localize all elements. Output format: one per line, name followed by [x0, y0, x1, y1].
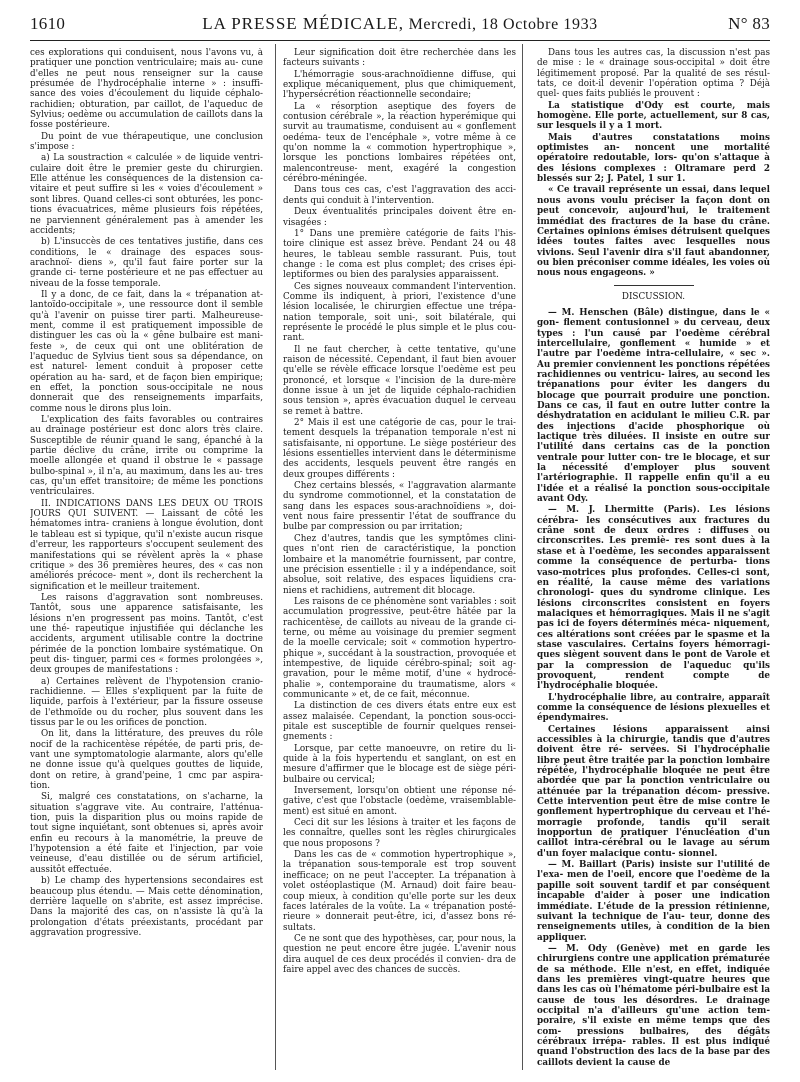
- paragraph: Deux éventualités principales doivent être en- visagées :: [283, 207, 516, 228]
- paragraph: Leur signification doit être recherchée dans les facteurs suivants :: [283, 48, 516, 69]
- page-header: [30, 12, 770, 36]
- paragraph: Les raisons d'aggravation sont nombreuses. Tantôt, sous une apparence satisfaisante, les lésions n'en progressent pas moins. Tantôt, c'est une thé- rapeutique injustifiée qui déclanche les accidents, argument utilisable contre la doctrine périmée de la ponction lombaire systématique. On peut dis- tinguer, parmi ces « formes prolongées », deux groupes de manifestations :: [30, 592, 263, 676]
- paragraph: L'hydrocéphalie libre, au contraire, apparaît comme la conséquence de lésions plexuelles et épendymaires.: [537, 692, 770, 724]
- paragraph: L'explication des faits favorables ou contraires au drainage postérieur est donc alors très claire. Susceptible de réunir quand le sang, épanché à la partie déclive du crâne, irrite ou comprime la moelle allongée et quand il obstrue le « passage bulbo-spinal », il n'a, au maximum, dans les au- tres cas, qu'un effet transitoire; de même les ponctions ventriculaires.: [30, 415, 263, 498]
- paragraph: La statistique d'Ody est courte, mais homogène. Elle porte, actuellement, sur 8 cas, sur lesquels il y a 1 mort.: [537, 100, 770, 132]
- paragraph: ces explorations qui conduisent, nous l'avons vu, à pratiquer une ponction ventriculaire; mais au- cune d'elles ne peut nous renseigner sur la cause présumée de l'hydrocéphalie interne » : insuffi- sance des voies d'écoulement du liquide céphalo- rachidien; obturation, par caillot, de l'aqueduc de Sylvius; oedème ou accumulation de caillots dans la fosse postérieure.: [30, 48, 263, 131]
- column-divider-1: [275, 44, 276, 1070]
- paragraph: Dans tous les autres cas, la discussion n'est pas de mise : le « drainage sous-occipital » doit être légitimement proposé. Par la qualité de ses résul- tats, ce doit-il devenir l'opération optima ? Déjà quel- ques faits publiés le prouvent :: [537, 48, 770, 100]
- paragraph: Ces signes nouveaux commandent l'intervention. Comme ils indiquent, à priori, l'existence d'une lésion localisée, le chirurgien effectue une trépa- nation temporale, soit uni-, soit bilatérale, qui représente le procédé le plus simple et le plus cou- rant.: [283, 281, 516, 344]
- paragraph: b) Le champ des hypertensions secondaires est beaucoup plus étendu. — Mais cette dénomination, derrière laquelle on s'abrite, est assez imprécise. Dans la majorité des cas, on n'assiste là qu'à la prolongation d'états préexistants, procédant par aggravation progressive.: [30, 876, 263, 938]
- paragraph: b) L'insuccès de ces tentatives justifie, dans ces conditions, le « drainage des espaces sous-arachnoï- diens », qu'il faut faire porter sur la grande ci- terne postérieure et ne pas effectuer au niveau de la fosse temporale.: [30, 237, 263, 289]
- paragraph: Il ne faut chercher, à cette tentative, qu'une raison de nécessité. Cependant, il faut bien avouer qu'elle se révèle efficace lorsque l'oedème est peu prononcé, et lorsque « l'incision de la dure-mère donne issue à un jet de liquide céphalo-rachidien sous tension », après évacuation duquel le cerveau se remet à battre.: [283, 344, 516, 417]
- paragraph: a) La soustraction « calculée » de liquide ventri- culaire doit être le premier geste du chirurgien. Elle atténue les conséquences de la distension ca- vitaire et peut suffire si les « voies d'écoulement » sont libres. Quand celles-ci sont obturées, les ponc- tions évacuatrices, même plusieurs fois répétées, ne parviennent généralement pas à amender les accidents;: [30, 153, 263, 236]
- column-divider-2: [522, 44, 523, 1070]
- paragraph: 2° Mais il est une catégorie de cas, pour le trai- tement desquels la trépanation temporale n'est ni satisfaisante, ni opportune. Le siège postérieur des lésions essentielles intervient dans le déterminisme des accidents, lesquels peuvent être rangés en deux groupes différents :: [283, 418, 516, 480]
- paragraph: Inversement, lorsqu'on obtient une réponse né- gative, c'est que l'obstacle (oedème, vraisemblable- ment) est situé en amont.: [283, 786, 516, 817]
- paragraph: Du point de vue thérapeutique, une conclusion s'impose :: [30, 131, 263, 153]
- paragraph: Dans les cas de « commotion hypertrophique », la trépanation sous-temporale est trop souvent inefficace; on ne peut l'accepter. La trépanation à volet ostéoplastique (M. Arnaud) doit faire beau- coup mieux, à condition qu'elle porte sur les deux faces latérales de la voûte. La « trépanation posté- rieure » donnerait peut-être, ici, d'assez bons ré- sultats.: [283, 850, 516, 933]
- paragraph: — M. J. Lhermitte (Paris). Les lésions cérébra- les consécutives aux fractures du crâne sont de deux ordres : diffuses ou circonscrites. Les premiè- res sont dues à la stase et à l'oedème, les secondes apparaissent comme la conséquence de perturba- tions vaso-motrices plus profondes. Celles-ci sont, en réalité, la cause même des variations chronologi- ques du syndrome clinique. Les lésions circonscrites consistent en foyers malaciques et hémorragiques. Mais il ne s'agit pas ici de foyers déterminés méca- niquement, ces altérations sont créées par le spasme et la stase vasculaires. Certains foyers hémorragi- ques siègent souvent dans le pont de Varole et par la compression de l'aqueduc qu'ils provoquent, rendent compte de l'hydrocéphalie bloquée.: [537, 505, 770, 692]
- paragraph: — M. Henschen (Bâle) distingue, dans le « gon- flement contusionnel » du cerveau, deux types : l'un causé par l'oedème cérébral intercellulaire, gonflement « humide » et l'autre par l'oedème intra-cellulaire, « sec ». Au premier conviennent les ponctions répétées rachidiennes ou ventricu- laires, au second les trépanations pour éviter les dangers du blocage que pourrait produire une ponction. Dans ce cas, il faut en outre lutter contre la déshydratation en acidulant le milieu C.R. par des injections d'acide phosphorique où lactique très diluées. Il insiste en outre sur l'utilité dans certains cas de la ponction ventrale pour lutter con- tre le blocage, et sur la nécessité d'employer plus souvent l'artériographie. Il rappelle enfin qu'il a eu l'idée et a réalisé la ponction sous-occipitale avant Ody.: [537, 307, 770, 505]
- text-column-left: [30, 48, 263, 1076]
- paragraph: Il y a donc, de ce fait, dans la « trépanation at- lantoïdo-occipitale », une ressource dont il semble qu'à l'avenir on puisse tirer parti. Malheureuse- ment, comme il est pratiquement impossible de distinguer les cas où la « gêne bulbaire est mani- feste », de ceux qui ont une oblitération de l'aqueduc de Sylvius tient sous sa dépendance, on est naturel- lement conduit à proposer cette opération au ha- sard, et de façon bien empirique; en effet, la ponction sous-occipitale ne nous donnerait que des renseignements imparfaits, comme nous le dirons plus loin.: [30, 289, 263, 414]
- paragraph: Chez d'autres, tandis que les symptômes clini- ques n'ont rien de caractéristique, la ponction lombaire et la manométrie fournissent, par contre, une précision essentielle : il y a indépendance, soit absolue, soit relative, des espaces liquidiens cra- niens et rachidiens, autrement dit blocage.: [283, 533, 516, 596]
- paragraph: Si, malgré ces constatations, on s'acharne, la situation s'aggrave vite. Au contraire, l'atténua- tion, puis la disparition plus ou moins rapide de tout signe inquiétant, sont obtenues si, après avoir enfin eu recours à la manométrie, la preuve de l'hypotension a été faite et l'injection, par voie veineuse, d'eau distillée ou de sérum artificiel, aussitôt effectuée.: [30, 792, 263, 875]
- journal-name: LA PRESSE MÉDICALE,: [202, 14, 404, 33]
- issue-date: Mercredi, 18 Octobre 1933: [408, 16, 598, 33]
- paragraph: 1° Dans une première catégorie de faits l'his- toire clinique est assez brève. Pendant 24 ou 48 heures, le tableau semble rassurant. Puis, tout change : le coma est plus complet; des crises épi- leptiformes ou bien des paralysies apparaissent.: [283, 228, 516, 281]
- quotation-paragraph: « Ce travail représente un essai, dans lequel nous avons voulu préciser la façon dont on peut concevoir, aujourd'hui, le traitement immédiat des fractures de la base du crâne. Certaines opinions émises détruisent quelques idées toutes faites avec lesquelles nous vivions. Seul l'avenir dira s'il faut abandonner, ou bien préconiser comme idéales, les voies où nous nous engageons. »: [537, 185, 770, 279]
- header-rule: [30, 40, 770, 41]
- paragraph: a) Certaines relèvent de l'hypotension cranio- rachidienne. — Elles s'expliquent par la fuite de liquide, parfois à l'extérieur, par la fissure osseuse de l'ethmoïde ou du rocher, plus souvent dans les tissus par le ou les orifices de ponction.: [30, 676, 263, 728]
- paragraph: Dans tous ces cas, c'est l'aggravation des acci- dents qui conduit à l'intervention.: [283, 185, 516, 206]
- paragraph: Chez certains blessés, « l'aggravation alarmante du syndrome commotionnel, et la constatation de sang dans les espaces sous-arachnoïdiens », doi- vent nous faire pressentir l'état de souffrance du bulbe par compression ou par irritation;: [283, 481, 516, 533]
- text-column-middle: [283, 48, 516, 1076]
- paragraph: Mais d'autres constatations moins optimistes an- noncent une mortalité opératoire redoutable, lors- qu'on s'attaque à des lésions complexes : Oltramare perd 2 blessés sur 2; J. Patel, 1 sur 1.: [537, 132, 770, 185]
- paragraph: — M. Ody (Genève) met en garde les chirurgiens contre une application prématurée de sa méthode. Elle n'est, en effet, indiquée dans les premières vingt-quatre heures que dans les cas où l'hématome péri-bulbaire est la cause de tous les désordres. Le drainage occipital n'a d'ailleurs qu'une action tem- poraire, s'il existe en même temps que des com- pressions bulbaires, des dégâts cérébraux irrépa- rables. Il est plus indiqué quand l'obstruction des lacs de la base par des caillots devient la cause de: [537, 943, 770, 1068]
- paragraph: — M. Baillart (Paris) insiste sur l'utilité de l'exa- men de l'oeil, encore que l'oedème de la papille soit souvent tardif et par conséquent incapable d'aider à poser une indication immédiate. L'étude de la pression rétinienne, suivant la technique de l'au- teur, donne des renseignements utiles, à condition de la bien appliquer.: [537, 860, 770, 943]
- paragraph: Certaines lésions apparaissent ainsi accessibles à la chirurgie, tandis que d'autres doivent être ré- servées. Si l'hydrocéphalie libre peut être traitée par la ponction lombaire répétée, l'hydrocéphalie bloquée ne peut être abordée que par la ponction ventriculaire ou atténuée par la trépanation décom- pressive. Cette intervention peut être de mise contre le gonflement hypertrophique du cerveau et l'hé- morragie profonde, tandis qu'il serait inopportun de pratiquer l'énucléation d'un caillot intra-cérébral ou le lavage au sérum d'un foyer malacique contu- sionnel.: [537, 724, 770, 859]
- running-title: [30, 12, 770, 37]
- paragraph: Lorsque, par cette manoeuvre, on retire du li- quide à la fois hypertendu et sanglant, on est en mesure d'affirmer que le blocage est de siège péri- bulbaire ou cervical;: [283, 743, 516, 785]
- issue-number: N° 83: [728, 14, 770, 33]
- section-heading-paragraph: II. INDICATIONS DANS LES DEUX OU TROIS JOURS QUI SUIVENT. — Laissant de côté les hématomes intra- craniens à longue évolution, dont le tableau est si typique, qu'il n'existe aucun risque d'erreur, les rapporteurs s'occupent seulement des manifestations qui se révèlent après la « phase critique » des 36 premières heures, des « cas non améliorés précoce- ment », dont ils recherchent la signification et le meilleur traitement.: [30, 498, 263, 592]
- paragraph: La distinction de ces divers états entre eux est assez malaisée. Cependant, la ponction sous-occi- pitale est susceptible de fournir quelques rensei- gnements :: [283, 701, 516, 743]
- discussion-heading: DISCUSSION.: [621, 291, 686, 302]
- text-column-right: [537, 48, 770, 1076]
- paragraph: La « résorption aseptique des foyers de contusion cérébrale », la réaction hyperémique qui survit au traumatisme, conduisent au « gonflement oedéma- teux de l'encéphale », votre même à ce qu'on nomme la « commotion hypertrophique », lorsque les ponctions lombaires répétées ont, malencontreuse- ment, exagéré la congestion cérébro-méningée.: [283, 101, 516, 185]
- paragraph: Les raisons de ce phénomène sont variables : soit accumulation progressive, peut-être hâtée par la rachicentèse, de caillots au niveau de la grande ci- terne, ou même au voisinage du premier segment de la moelle cervicale; soit « commotion hypertro- phique », succédant à la soustraction, provoquée et intempestive, de liquide cérébro-spinal; soit ag- gravation, pour le même motif, d'une « hydrocé- phalie », contemporaine du traumatisme, alors « communicante » et, de ce fait, méconnue.: [283, 596, 516, 700]
- paragraph: Ceci dit sur les lésions à traiter et les façons de les connaître, quelles sont les règles chirurgicales que nous proposons ?: [283, 818, 516, 849]
- paragraph: On lit, dans la littérature, des preuves du rôle nocif de la rachicentèse répétée, de parti pris, de- vant une symptomatologie alarmante, alors qu'elle ne donne issue qu'à quelques gouttes de liquide, dont on retire, à grand'peine, 1 cmc par aspira- tion.: [30, 729, 263, 792]
- paragraph: L'hémorragie sous-arachnoïdienne diffuse, qui explique mécaniquement, plus que chimiquement, l'hypersécrétion réactionnelle secondaire;: [283, 69, 516, 101]
- paragraph: Ce ne sont que des hypothèses, car, pour nous, la question ne peut encore être jugée. L'avenir nous dira auquel de ces deux procédés il convien- dra de faire appel avec des chances de succès.: [283, 933, 516, 975]
- section-separator: [614, 285, 694, 286]
- page-number: 1610: [30, 14, 66, 33]
